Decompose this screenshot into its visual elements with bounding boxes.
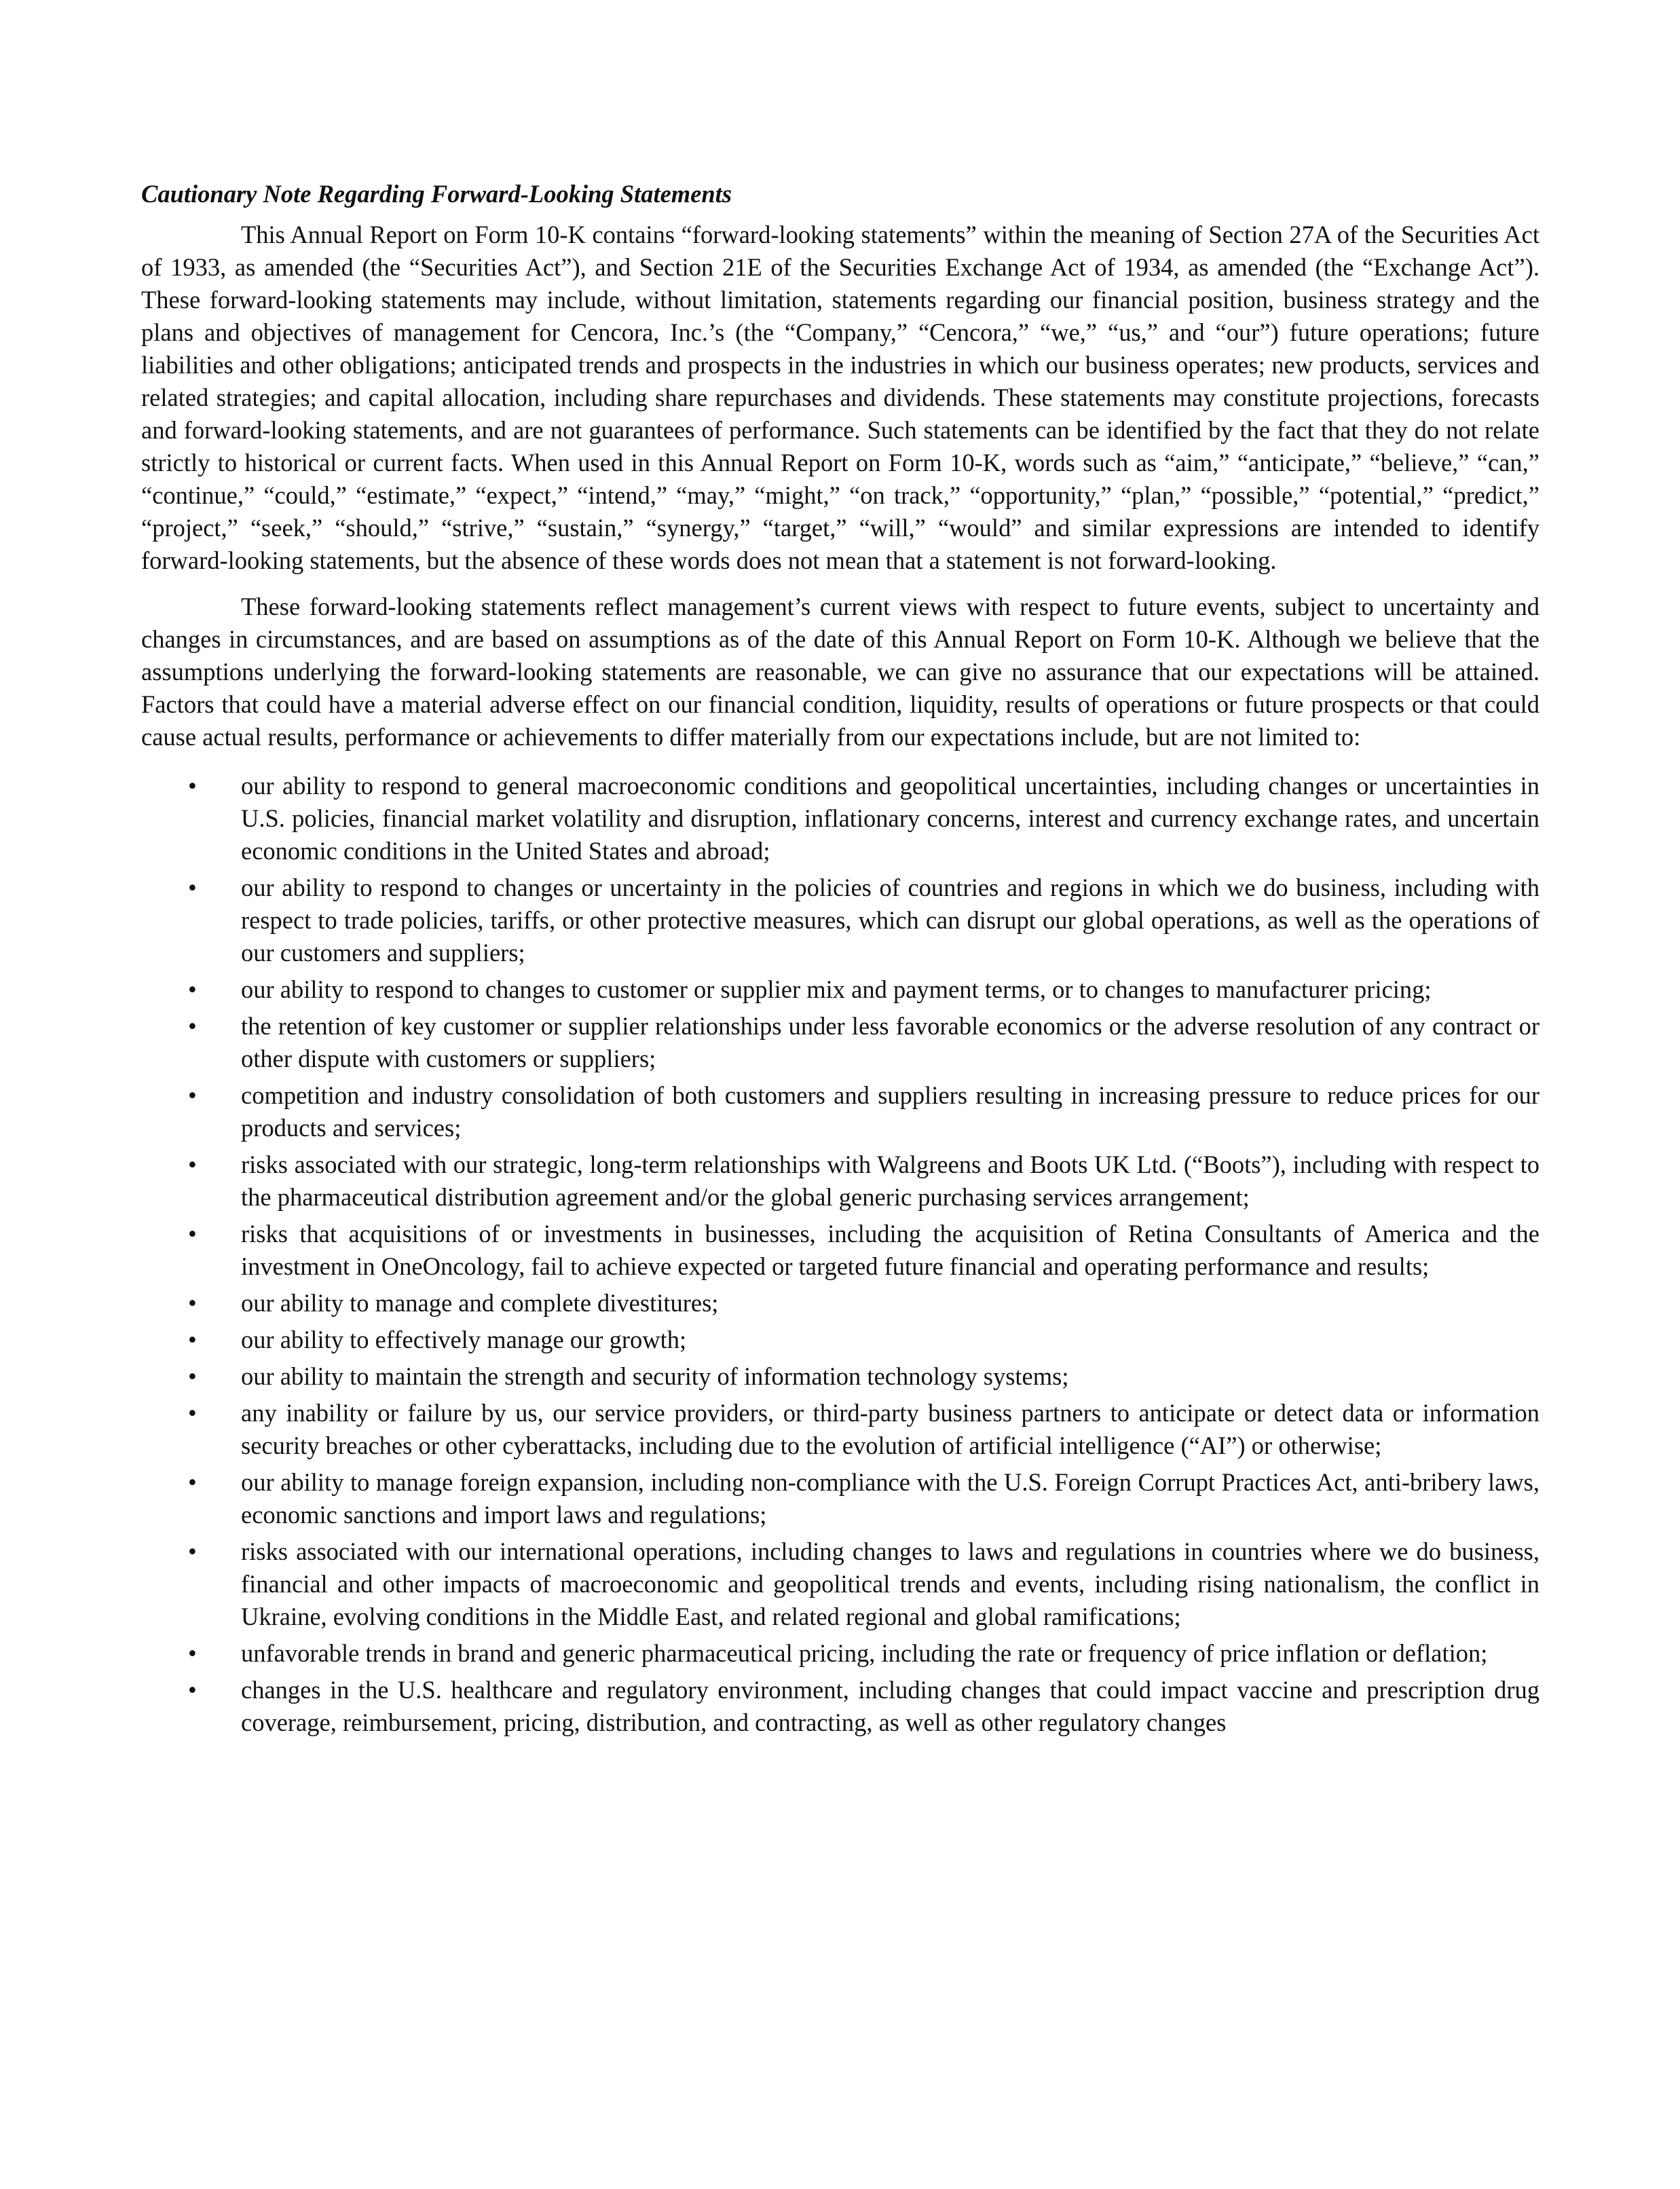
bullet-icon: • xyxy=(188,1289,197,1317)
bullet-icon: • xyxy=(188,1326,197,1353)
list-item-text: competition and industry consolidation of both customers and suppliers resulting in increasing pressure to reduce prices for our products and services; xyxy=(241,1081,1539,1142)
bullet-icon: • xyxy=(188,1537,197,1565)
bullet-icon: • xyxy=(188,1639,197,1667)
factors-paragraph: These forward-looking statements reflect management’s current views with respect to future events, subject to uncertainty and changes in circumstances, and are based on assumptions as of the date of this Annual Report on Form 10-K. Although we believe that the assumptions underlying the forward-looking statements are reasonable, we can give no assurance that our expectations will be attained. Factors that could have a material adverse effect on our financial condition, liquidity, results of operations or future prospects or that could cause actual results, performance or achievements to differ materially from our expectations include, but are not limited to: xyxy=(141,593,1539,751)
list-item xyxy=(141,1324,1539,1356)
bullet-icon: • xyxy=(188,1362,197,1390)
list-item-text: risks associated with our strategic, long-term relationships with Walgreens and Boots UK Ltd. (“Boots”), including with respect to the pharmaceutical distribution agreement and/or the global generic purchasing services arrangement; xyxy=(241,1150,1539,1211)
bullet-icon: • xyxy=(188,1081,197,1109)
list-item xyxy=(141,1466,1539,1531)
list-item xyxy=(141,1079,1539,1144)
list-item-text: the retention of key customer or supplier relationships under less favorable economics or the adverse resolution of any contract or other dispute with customers or suppliers; xyxy=(241,1012,1539,1072)
list-item xyxy=(141,1010,1539,1075)
bullet-icon: • xyxy=(188,874,197,901)
list-item xyxy=(141,973,1539,1006)
list-item-text: our ability to respond to changes to customer or supplier mix and payment terms, or to changes to manufacturer pricing; xyxy=(241,975,1432,1003)
section-title: Cautionary Note Regarding Forward-Looking Statements xyxy=(141,180,732,208)
list-item-text: our ability to respond to changes or uncertainty in the policies of countries and regions in which we do business, including with respect to trade policies, tariffs, or other protective measures, which can disrupt our global operations, as well as the operations of our customers and suppliers; xyxy=(241,874,1539,967)
list-item xyxy=(141,1397,1539,1462)
list-item-text: changes in the U.S. healthcare and regulatory environment, including changes that could impact vaccine and prescription drug coverage, reimbursement, pricing, distribution, and contracting, as well as other regulatory changes xyxy=(241,1676,1539,1736)
bullet-icon: • xyxy=(188,1220,197,1248)
list-item xyxy=(141,1148,1539,1214)
list-item-text: our ability to effectively manage our growth; xyxy=(241,1326,687,1353)
list-item-text: any inability or failure by us, our service providers, or third-party business partners to anticipate or detect data or information security breaches or other cyberattacks, including due to the evolution of artificial intelligence (“AI”) or otherwise; xyxy=(241,1399,1539,1459)
list-item xyxy=(141,770,1539,867)
bullet-icon: • xyxy=(188,772,197,800)
bullet-icon: • xyxy=(188,1150,197,1178)
bullet-icon: • xyxy=(188,1012,197,1040)
list-item xyxy=(141,1637,1539,1670)
list-item-text: risks that acquisitions of or investments in businesses, including the acquisition of Retina Consultants of America and the investment in OneOncology, fail to achieve expected or targeted future financial and operating performance and results; xyxy=(241,1220,1539,1280)
list-item-text: unfavorable trends in brand and generic pharmaceutical pricing, including the rate or frequency of price inflation or deflation; xyxy=(241,1639,1488,1667)
list-item xyxy=(141,1218,1539,1283)
list-item-text: our ability to manage and complete divestitures; xyxy=(241,1289,719,1317)
bullet-icon: • xyxy=(188,975,197,1003)
list-item-text: our ability to maintain the strength and security of information technology systems; xyxy=(241,1362,1069,1390)
document-page xyxy=(141,178,1539,1743)
list-item xyxy=(141,872,1539,969)
list-item-text: risks associated with our international operations, including changes to laws and regulations in countries where we do business, financial and other impacts of macroeconomic and geopolitical trends and events, including rising nationalism, the conflict in Ukraine, evolving conditions in the Middle East, and related regional and global ramifications; xyxy=(241,1537,1539,1630)
risk-factor-list xyxy=(141,770,1539,1739)
bullet-icon: • xyxy=(188,1468,197,1496)
bullet-icon: • xyxy=(188,1676,197,1704)
list-item-text: our ability to respond to general macroeconomic conditions and geopolitical uncertainties, including changes or uncertainties in U.S. policies, financial market volatility and disruption, inflationary concerns, interest and currency exchange rates, and uncertain economic conditions in the United States and abroad; xyxy=(241,772,1539,865)
list-item-text: our ability to manage foreign expansion, including non-compliance with the U.S. Foreign Corrupt Practices Act, anti-bribery laws, economic sanctions and import laws and regulations; xyxy=(241,1468,1539,1529)
list-item xyxy=(141,1674,1539,1739)
list-item xyxy=(141,1535,1539,1633)
intro-paragraph: This Annual Report on Form 10-K contains “forward-looking statements” within the meaning of Section 27A of the Securities Act of 1933, as amended (the “Securities Act”), and Section 21E of the Securities Exchange Act of 1934, as amended (the “Exchange Act”). These forward-looking statements may include, without limitation, statements regarding our financial position, business strategy and the plans and objectives of management for Cencora, Inc.’s (the “Company,” “Cencora,” “we,” “us,” and “our”) future operations; future liabilities and other obligations; anticipated trends and prospects in the industries in which our business operates; new products, services and related strategies; and capital allocation, including share repurchases and dividends. These statements may constitute projections, forecasts and forward-looking statements, and are not guarantees of performance. Such statements can be identified by the fact that they do not relate strictly to historical or current facts. When used in this Annual Report on Form 10-K, words such as “aim,” “anticipate,” “believe,” “can,” “continue,” “could,” “estimate,” “expect,” “intend,” “may,” “might,” “on track,” “opportunity,” “plan,” “possible,” “potential,” “predict,” “project,” “seek,” “should,” “strive,” “sustain,” “synergy,” “target,” “will,” “would” and similar expressions are intended to identify forward-looking statements, but the absence of these words does not mean that a statement is not forward-looking. xyxy=(141,221,1539,574)
bullet-icon: • xyxy=(188,1399,197,1427)
list-item xyxy=(141,1287,1539,1320)
list-item xyxy=(141,1360,1539,1393)
